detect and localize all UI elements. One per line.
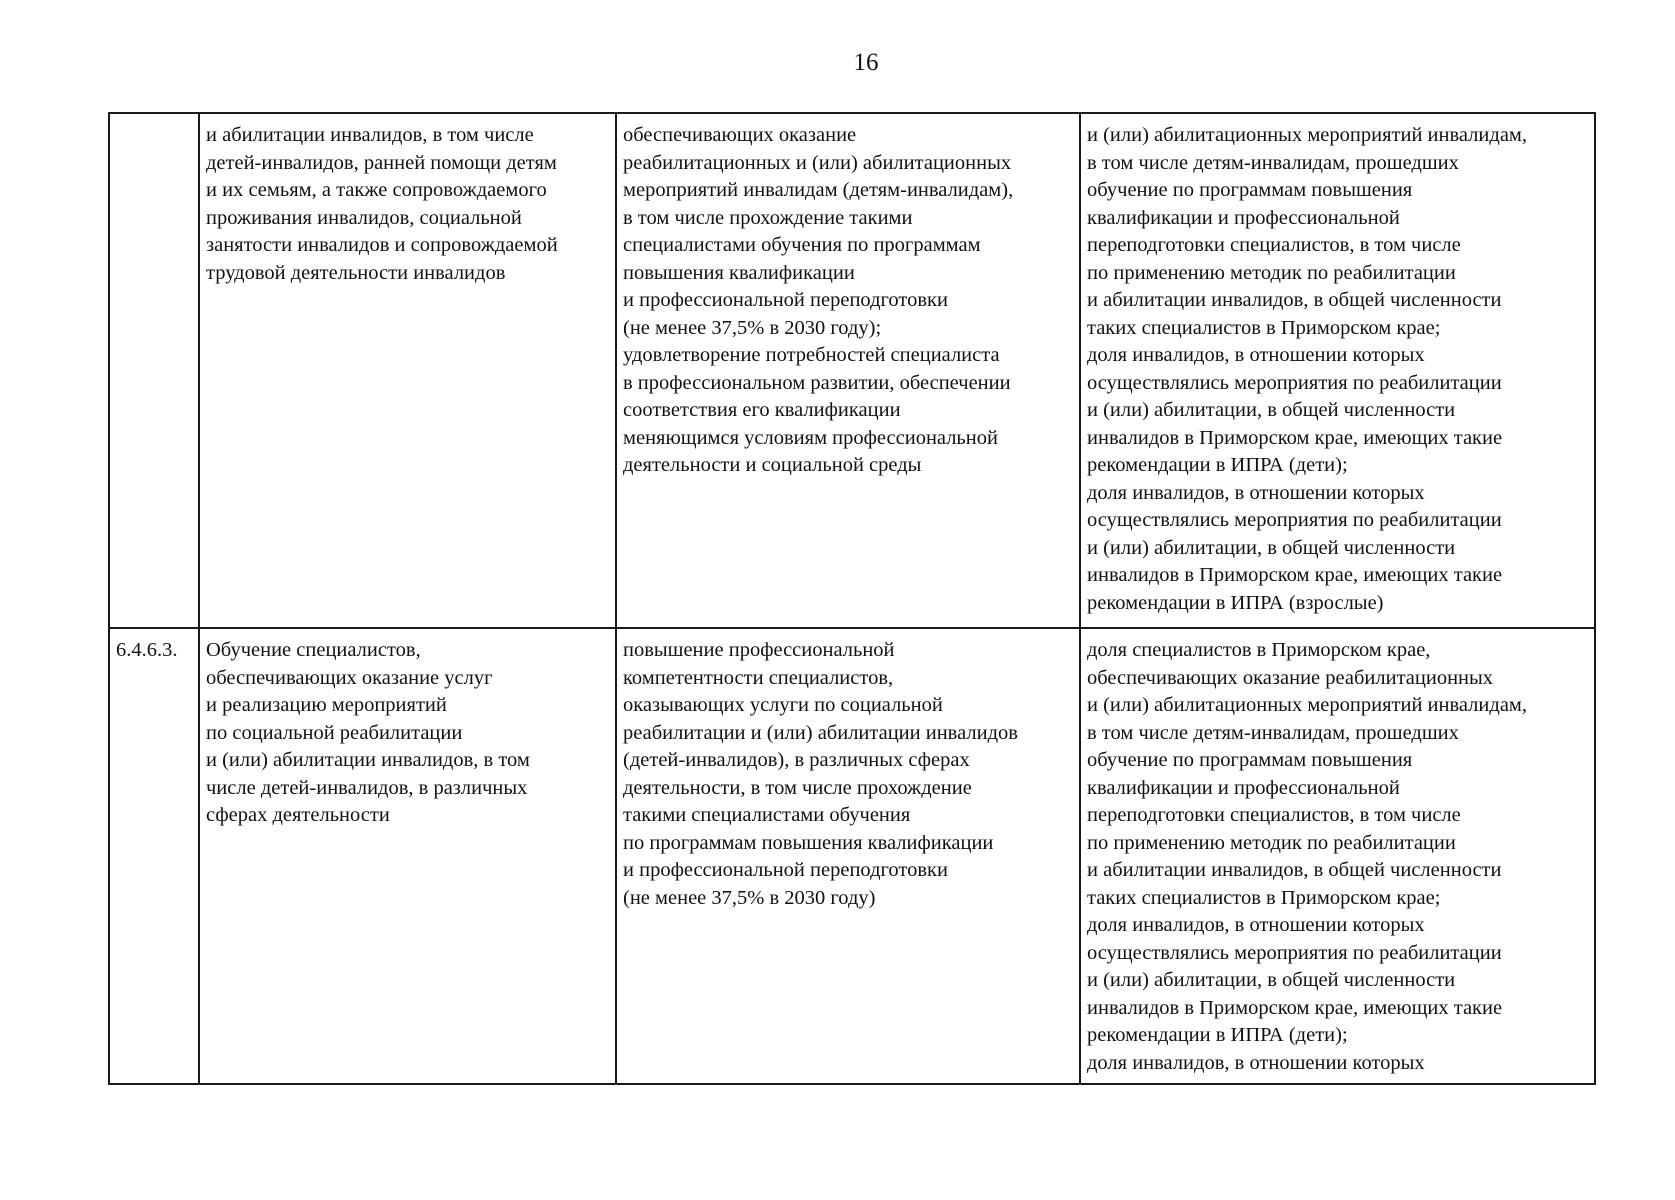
text-line: обеспечивающих оказание реабилитационных [1087,666,1494,689]
result-text [623,122,1073,480]
text-line: реабилитационных и (или) абилитационных [623,151,1012,174]
text-line: и реализацию мероприятий [206,694,447,716]
text-line: и их семьям, а также сопровождаемого [206,179,547,201]
text-line: квалификации и профессиональной [1087,206,1400,229]
text-line: в том числе прохождение такими [623,206,913,229]
text-line: (детей-инвалидов), в различных сферах [623,749,970,771]
text-line: и (или) абилитационных мероприятий инвалидам, [1087,124,1528,146]
text-line: деятельности и социальной среды [623,454,922,476]
result-text [623,637,1073,912]
text-line: доля инвалидов, в отношении которых [1087,481,1425,504]
text-line: таких специалистов в Приморском крае; [1087,886,1441,909]
text-line: инвалидов в Приморском крае, имеющих такие [1087,426,1503,449]
event-text [206,637,609,830]
text-line: доля специалистов в Приморском крае, [1087,639,1431,661]
text-line: и профессиональной переподготовки [623,289,948,311]
text-line: и абилитации инвалидов, в общей численности [1087,289,1502,311]
indicators-cell [1080,628,1595,1084]
text-line: и абилитации инвалидов, в общей численности [1087,859,1502,881]
text-line: и абилитации инвалидов, в том числе [206,124,534,146]
text-line: меняющимся условиям профессиональной [623,426,998,449]
text-line: специалистами обучения по программам [623,234,981,256]
event-cell [199,113,616,628]
text-line: и (или) абилитации, в общей численности [1087,399,1456,421]
text-line: обеспечивающих оказание [623,124,857,146]
event-text [206,122,609,287]
row-number-cell [109,628,199,1084]
text-line: и (или) абилитации, в общей численности [1087,536,1456,559]
text-line: (не менее 37,5% в 2030 году); [623,316,882,339]
table-row [109,113,1595,628]
text-line: инвалидов в Приморском крае, имеющих такие [1087,996,1503,1019]
text-line: соответствия его квалификации [623,399,901,421]
result-cell [616,113,1080,628]
event-cell [199,628,616,1084]
text-line: в профессиональном развитии, обеспечении [623,371,1011,394]
text-line: инвалидов в Приморском крае, имеющих такие [1087,564,1503,586]
text-line: трудовой деятельности инвалидов [206,261,506,284]
text-line: доля инвалидов, в отношении которых [1087,914,1425,936]
text-line: числе детей-инвалидов, в различных [206,776,528,799]
text-line: проживания инвалидов, социальной [206,206,522,229]
text-line: переподготовки специалистов, в том числе [1087,234,1461,256]
text-line: переподготовки специалистов, в том числе [1087,804,1461,826]
text-line: сферах деятельности [206,804,390,826]
text-line: мероприятий инвалидам (детям-инвалидам), [623,179,1014,201]
text-line: доля инвалидов, в отношении которых [1087,1051,1425,1074]
text-line: в том числе детям-инвалидам, прошедших [1087,151,1459,174]
text-line: осуществлялись мероприятия по реабилитации [1087,941,1502,964]
text-line: и (или) абилитации инвалидов, в том [206,749,530,771]
table-row [109,628,1595,1084]
page-number: 16 [853,49,879,76]
text-line: рекомендации в ИПРА (дети); [1087,454,1348,476]
text-line: повышения квалификации [623,261,855,284]
text-line: обеспечивающих оказание услуг [206,666,493,689]
text-line: квалификации и профессиональной [1087,776,1400,799]
result-cell [616,628,1080,1084]
text-line: рекомендации в ИПРА (дети); [1087,1024,1348,1046]
text-line: и профессиональной переподготовки [623,859,948,881]
text-line: удовлетворение потребностей специалиста [623,344,1000,366]
text-line: в том числе детям-инвалидам, прошедших [1087,721,1459,744]
text-line: и (или) абилитационных мероприятий инвалидам, [1087,694,1528,716]
text-line: по применению методик по реабилитации [1087,261,1456,284]
row-number: 6.4.6.3. [116,639,178,661]
text-line: осуществлялись мероприятия по реабилитации [1087,371,1502,394]
text-line: повышение профессиональной [623,639,895,661]
text-line: реабилитации и (или) абилитации инвалидов [623,721,1018,744]
text-line: обучение по программам повышения [1087,179,1413,201]
text-line: (не менее 37,5% в 2030 году) [623,886,876,909]
text-line: рекомендации в ИПРА (взрослые) [1087,591,1384,614]
text-line: занятости инвалидов и сопровождаемой [206,234,558,256]
text-line: детей-инвалидов, ранней помощи детям [206,151,557,174]
row-number-cell [109,113,199,628]
text-line: такими специалистами обучения [623,804,911,826]
indicators-text [1087,637,1588,1077]
text-line: деятельности, в том числе прохождение [623,776,972,799]
text-line: компетентности специалистов, [623,666,894,689]
text-line: по программам повышения квалификации [623,831,994,854]
text-line: и (или) абилитации, в общей численности [1087,969,1456,991]
program-table [108,112,1596,1085]
indicators-text [1087,122,1588,617]
text-line: обучение по программам повышения [1087,749,1413,771]
text-line: Обучение специалистов, [206,639,421,661]
text-line: доля инвалидов, в отношении которых [1087,344,1425,366]
text-line: таких специалистов в Приморском крае; [1087,316,1441,339]
indicators-cell [1080,113,1595,628]
text-line: по применению методик по реабилитации [1087,831,1456,854]
text-line: осуществлялись мероприятия по реабилитации [1087,509,1502,531]
text-line: по социальной реабилитации [206,721,463,744]
text-line: оказывающих услуги по социальной [623,694,943,716]
